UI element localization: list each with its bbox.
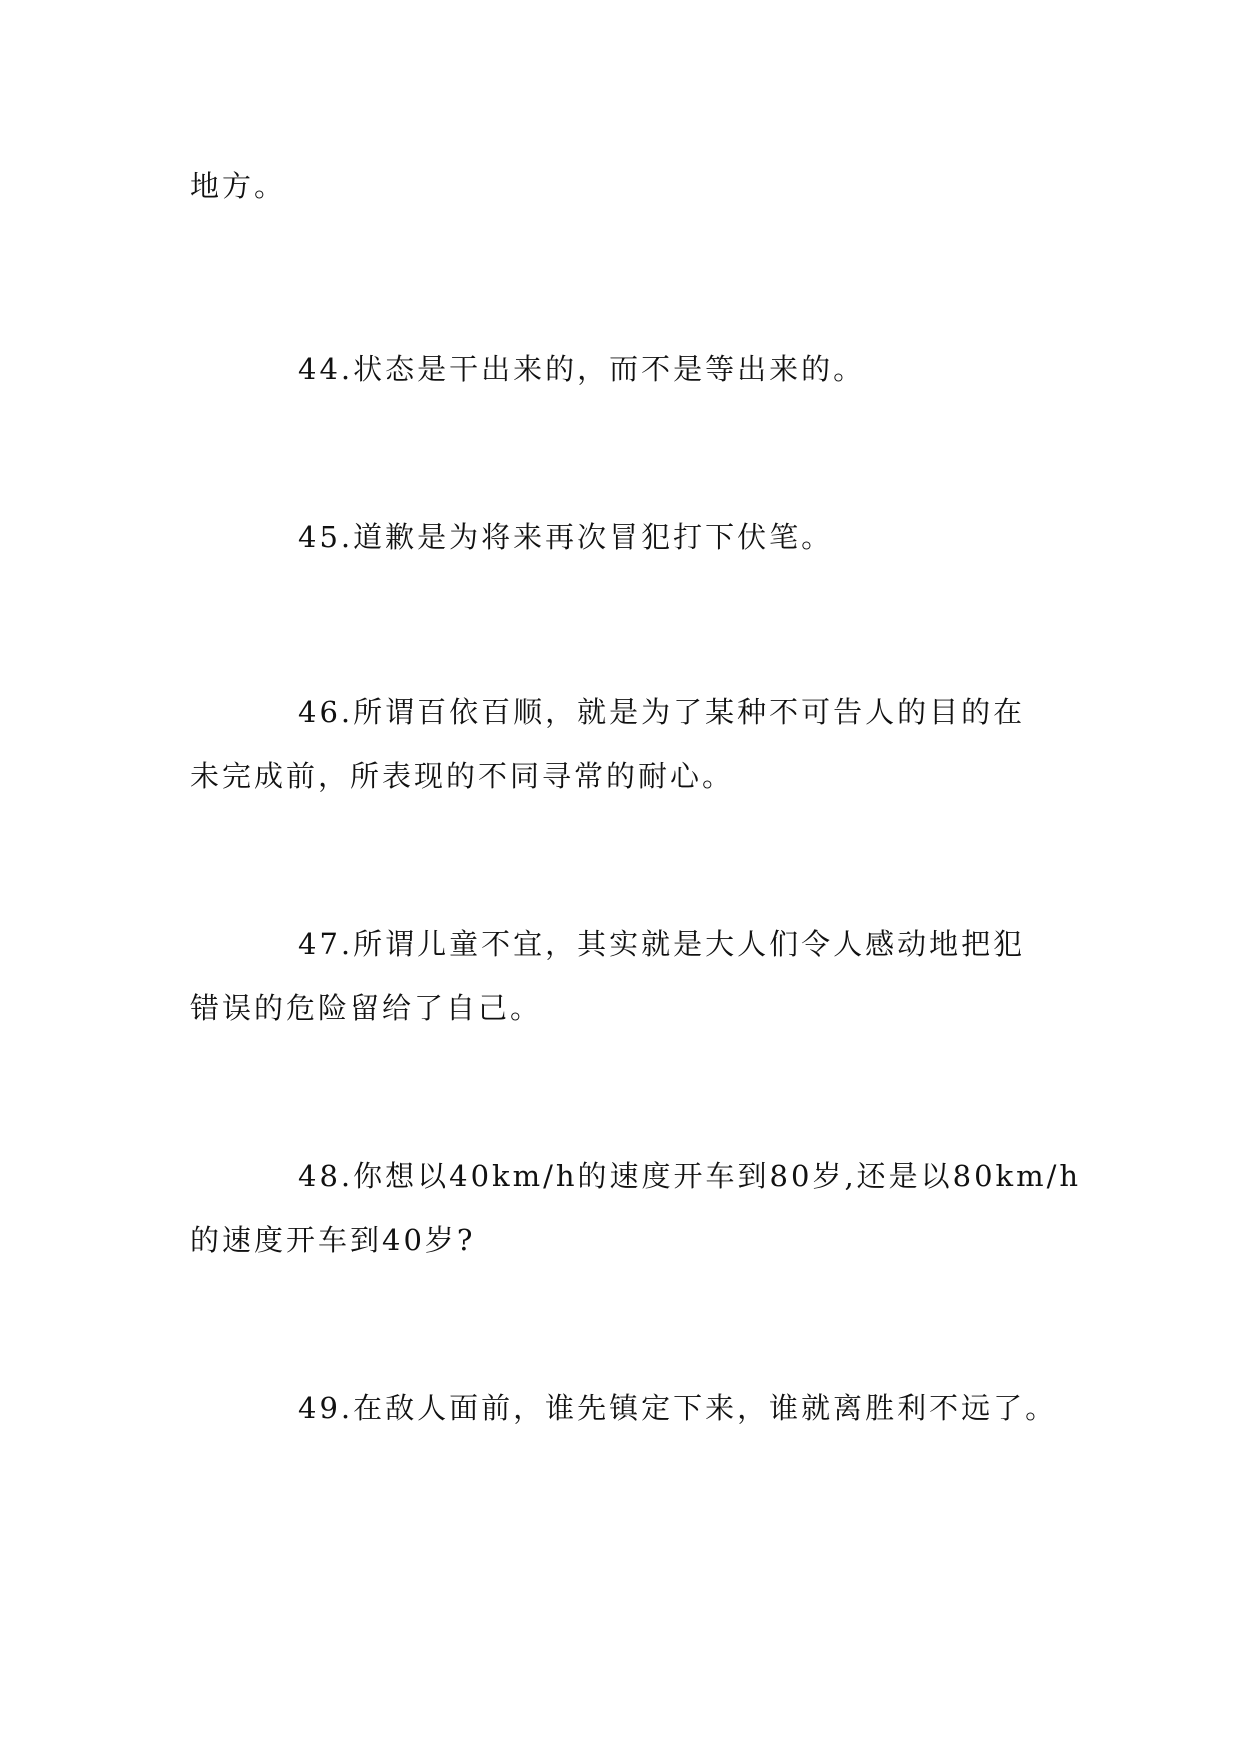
paragraph-item-49 xyxy=(190,1376,1070,1440)
paragraph-line: 47.所谓儿童不宜，其实就是大人们令人感动地把犯 xyxy=(298,927,1026,961)
paragraph-item-44 xyxy=(190,337,1070,401)
paragraph-line: 的速度开车到40岁? xyxy=(190,1223,476,1257)
paragraph-line: 未完成前，所表现的不同寻常的耐心。 xyxy=(190,759,735,793)
paragraph-continuation xyxy=(190,154,1070,218)
paragraph-line: 48.你想以40km/h的速度开车到80岁,还是以80km/h xyxy=(298,1159,1082,1193)
paragraph-item-45 xyxy=(190,505,1070,569)
paragraph-line: 49.在敌人面前，谁先镇定下来，谁就离胜利不远了。 xyxy=(298,1391,1058,1425)
paragraph-item-48 xyxy=(190,1144,1082,1272)
paragraph-item-46 xyxy=(190,680,1070,808)
paragraph-item-47 xyxy=(190,912,1070,1040)
paragraph-line: 46.所谓百依百顺，就是为了某种不可告人的目的在 xyxy=(298,695,1026,729)
paragraph-line: 地方。 xyxy=(190,169,287,203)
paragraph-line: 错误的危险留给了自己。 xyxy=(190,991,543,1025)
paragraph-line: 45.道歉是为将来再次冒犯打下伏笔。 xyxy=(298,520,834,554)
paragraph-line: 44.状态是干出来的，而不是等出来的。 xyxy=(298,352,866,386)
